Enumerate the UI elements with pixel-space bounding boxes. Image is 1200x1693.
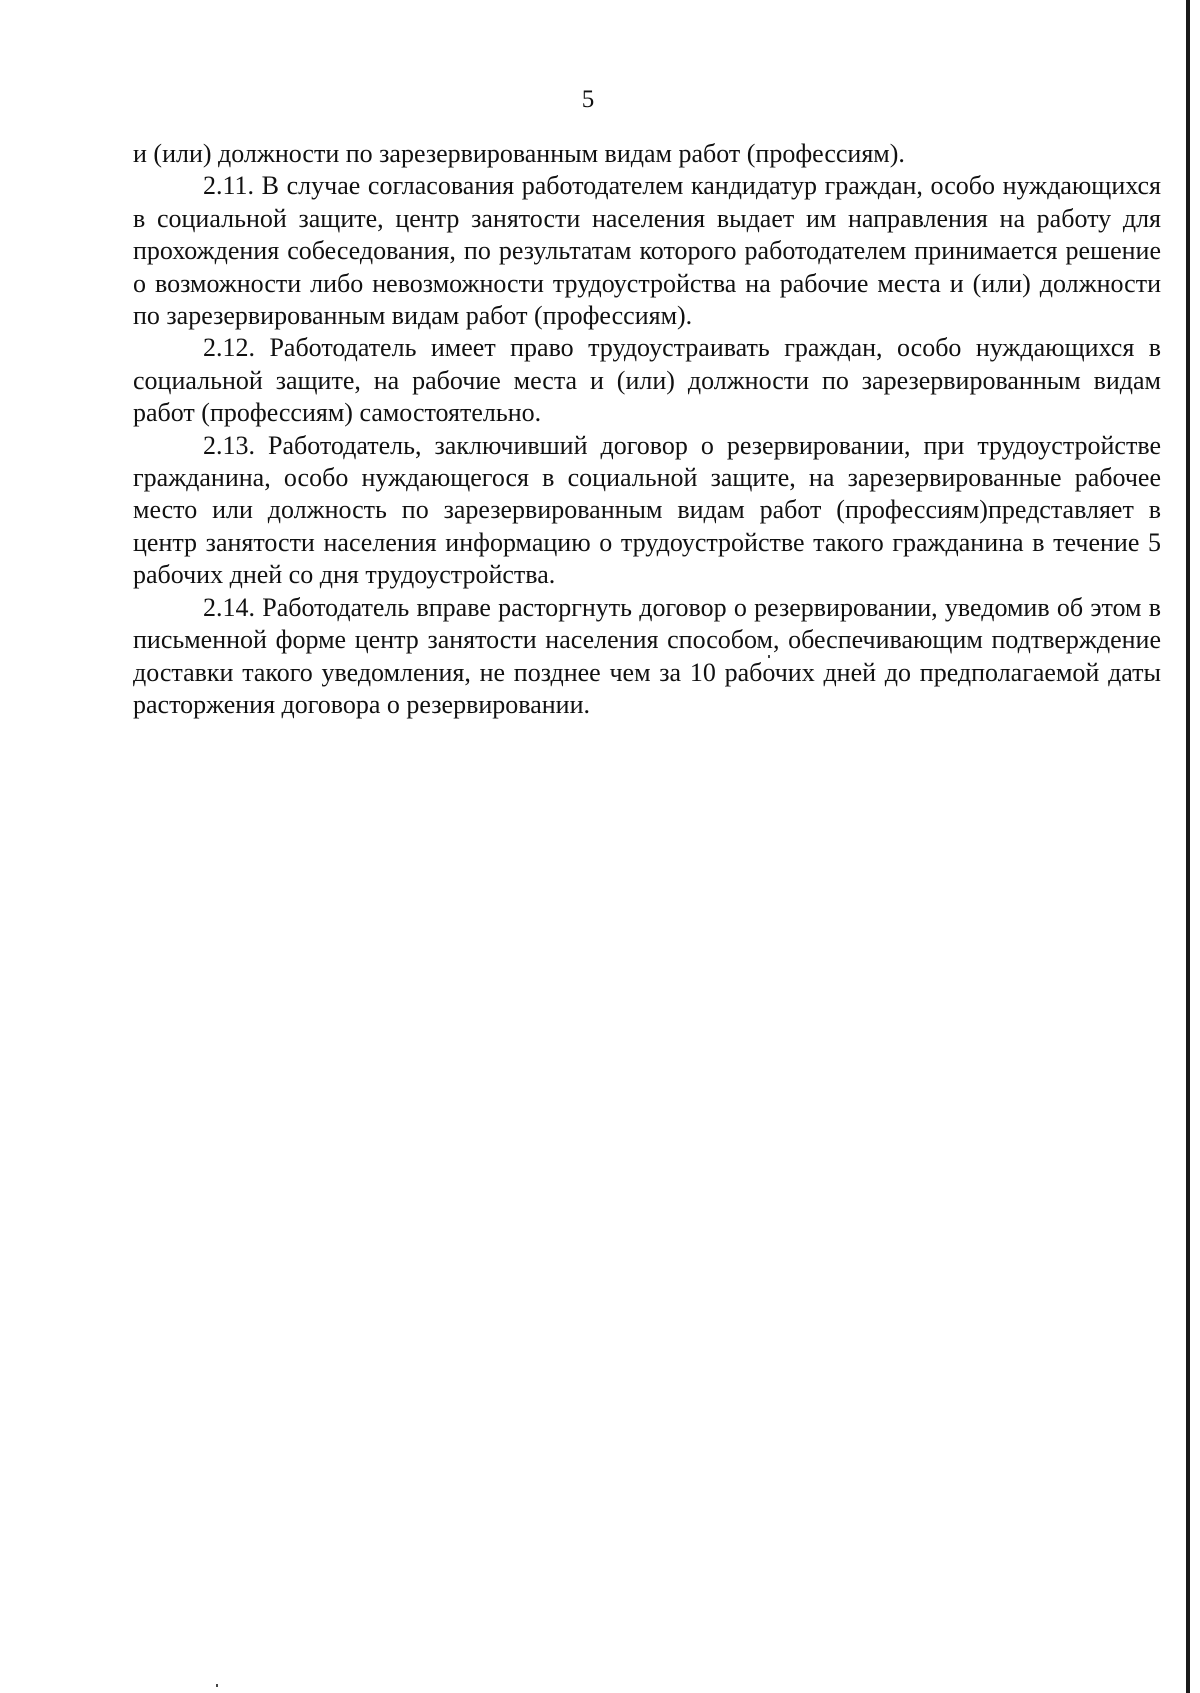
- page-number: 5: [581, 86, 595, 113]
- paragraph-2-14: 2.14. Работодатель вправе расторгнуть договор о резервировании, уведомив об этом в письменной форме центр занятости населения способом, обеспечивающим подтверждение доставки такого уведомления, не позднее чем за 10 рабочих дней до предполагаемой даты расторжения договора о резервировании.: [133, 592, 1161, 719]
- paragraph-2-12: 2.12. Работодатель имеет право трудоустраивать граждан, особо нуждающихся в социальной защите, на рабочие места и (или) должности по зарезервированным видам работ (профессиям) самостоятельно.: [133, 333, 1161, 428]
- scan-speck: [216, 1684, 218, 1687]
- paragraph-continuation: и (или) должности по зарезервированным видам работ (профессиям).: [133, 139, 905, 168]
- scan-edge-line: [1186, 0, 1190, 1693]
- document-body: [133, 138, 1161, 721]
- paragraph-2-11: 2.11. В случае согласования работодателем кандидатур граждан, особо нуждающихся в социальной защите, центр занятости населения выдает им направления на работу для прохождения собеседования, по результатам которого работодателем принимается решение о возможности либо невозможности трудоустройства на рабочие места и (или) должности по зарезервированным видам работ (профессиям).: [133, 171, 1161, 331]
- scan-speck: [768, 655, 770, 658]
- paragraph-2-13: 2.13. Работодатель, заключивший договор о резервировании, при трудоустройстве гражданина, особо нуждающегося в социальной защите, на зарезервированные рабочее место или должность по зарезервированным видам работ (профессиям)представляет в центр занятости населения информацию о трудоустройстве такого гражданина в течение 5 рабочих дней со дня трудоустройства.: [133, 430, 1161, 590]
